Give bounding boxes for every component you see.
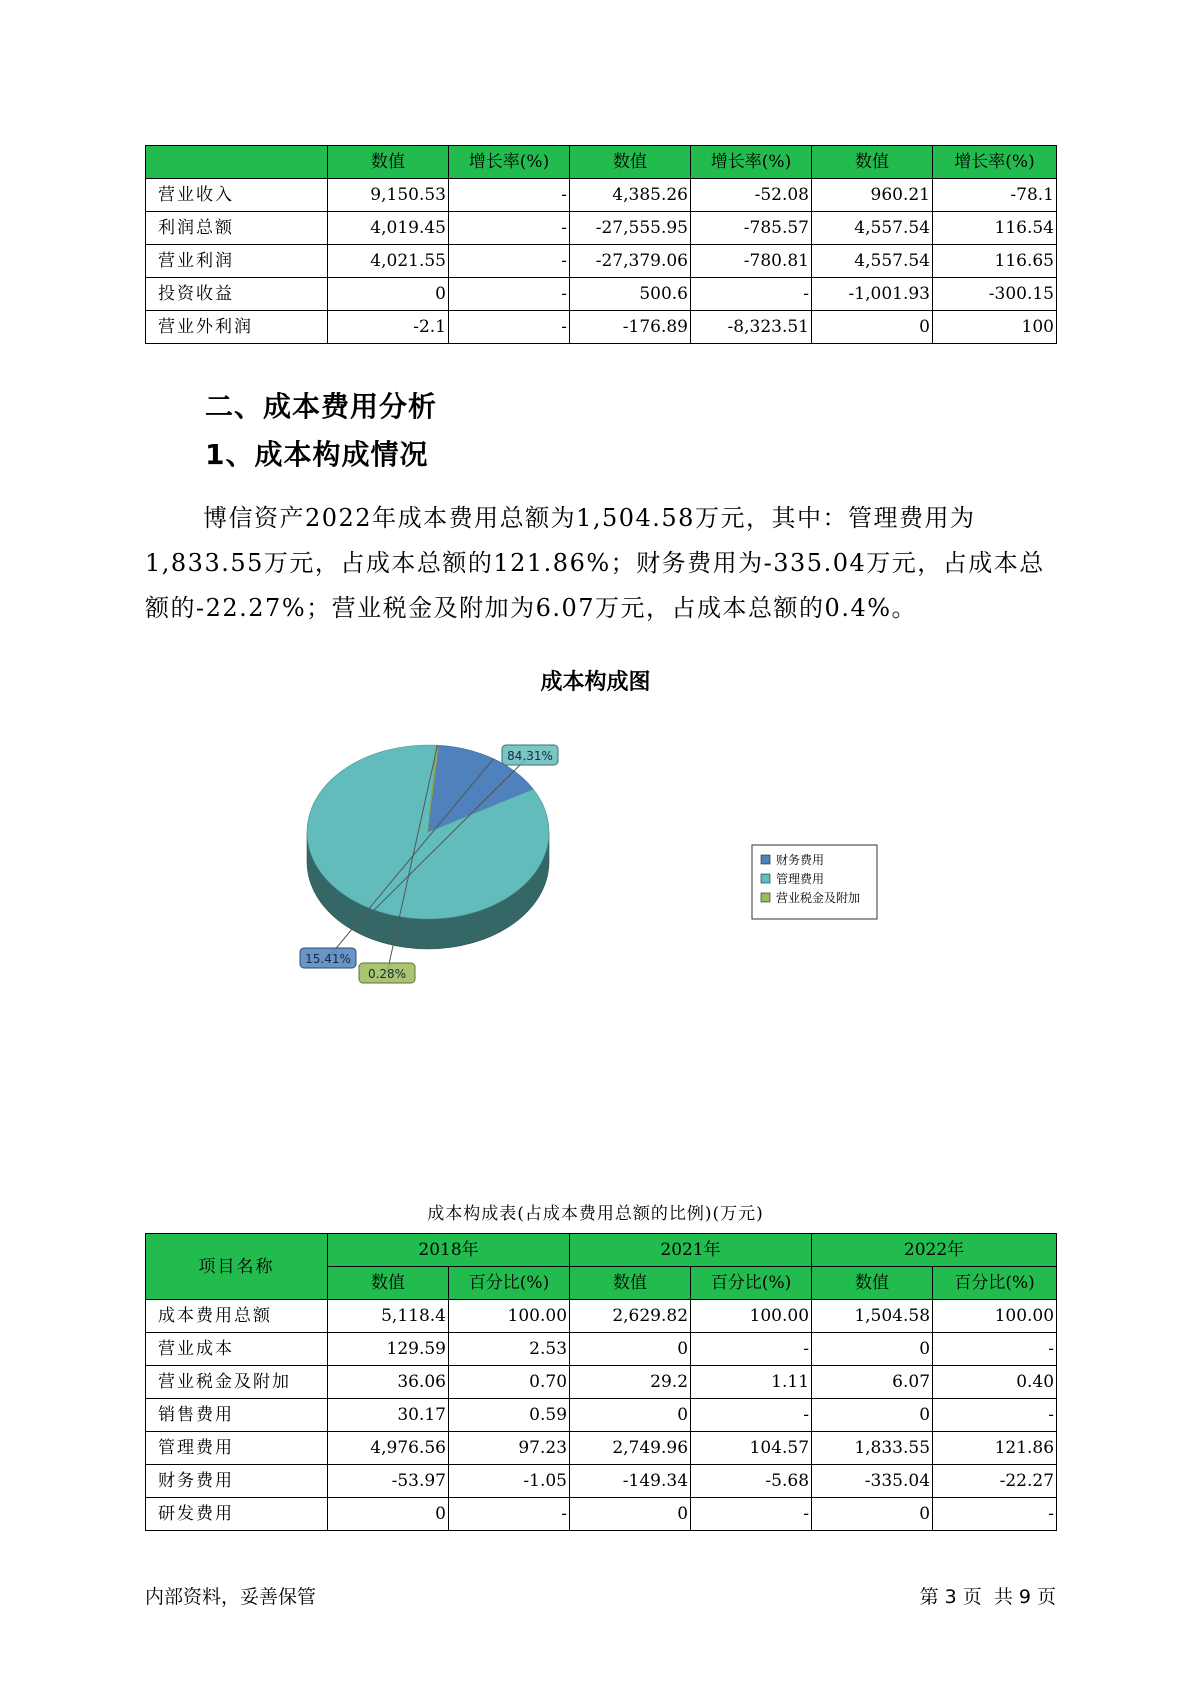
table-cell: 4,557.54 bbox=[812, 212, 933, 245]
table-cell: 100.00 bbox=[933, 1300, 1057, 1333]
table-cell: 97.23 bbox=[449, 1432, 570, 1465]
row-label: 营业外利润 bbox=[146, 311, 328, 344]
column-header: 数值 bbox=[570, 1267, 691, 1300]
row-label: 销售费用 bbox=[146, 1399, 328, 1432]
table-cell: 9,150.53 bbox=[328, 179, 449, 212]
table-cell: 100.00 bbox=[691, 1300, 812, 1333]
table-cell: -2.1 bbox=[328, 311, 449, 344]
year-header: 2022年 bbox=[812, 1234, 1057, 1267]
table-cell: - bbox=[449, 1498, 570, 1531]
row-label: 成本费用总额 bbox=[146, 1300, 328, 1333]
table-cell: 0 bbox=[812, 1333, 933, 1366]
table-cell: -780.81 bbox=[691, 245, 812, 278]
legend-swatch bbox=[761, 893, 770, 902]
table-row bbox=[146, 1333, 1057, 1366]
table-cell: -1.05 bbox=[449, 1465, 570, 1498]
table-cell: 4,557.54 bbox=[812, 245, 933, 278]
column-header: 增长率(%) bbox=[449, 146, 570, 179]
table-cell: -1,001.93 bbox=[812, 278, 933, 311]
table-cell: 2,749.96 bbox=[570, 1432, 691, 1465]
table-cell: - bbox=[691, 1498, 812, 1531]
table-cell: - bbox=[691, 278, 812, 311]
page-number: 第 3 页 共 9 页 bbox=[919, 1586, 1056, 1608]
table-row bbox=[146, 1432, 1057, 1465]
table-cell: 0 bbox=[570, 1498, 691, 1531]
year-header: 2018年 bbox=[328, 1234, 570, 1267]
table-row bbox=[146, 1300, 1057, 1333]
table-row bbox=[146, 1366, 1057, 1399]
table-cell: 4,019.45 bbox=[328, 212, 449, 245]
table-cell: - bbox=[933, 1333, 1057, 1366]
table-cell: 100.00 bbox=[449, 1300, 570, 1333]
column-header: 百分比(%) bbox=[449, 1267, 570, 1300]
section-title: 二、成本费用分析 bbox=[205, 390, 438, 423]
table-cell: 30.17 bbox=[328, 1399, 449, 1432]
column-header: 百分比(%) bbox=[691, 1267, 812, 1300]
row-label: 营业税金及附加 bbox=[146, 1366, 328, 1399]
table-cell: -22.27 bbox=[933, 1465, 1057, 1498]
table-cell: -8,323.51 bbox=[691, 311, 812, 344]
table-cell: 6.07 bbox=[812, 1366, 933, 1399]
row-label: 财务费用 bbox=[146, 1465, 328, 1498]
chart-title: 成本构成图 bbox=[540, 670, 651, 695]
row-label: 营业成本 bbox=[146, 1333, 328, 1366]
column-header: 增长率(%) bbox=[933, 146, 1057, 179]
legend-entry: 管理费用 bbox=[776, 872, 825, 886]
table-cell: 2,629.82 bbox=[570, 1300, 691, 1333]
table-cell: 0.59 bbox=[449, 1399, 570, 1432]
data-label: 15.41% bbox=[305, 952, 351, 966]
row-label: 营业收入 bbox=[146, 179, 328, 212]
table-row bbox=[146, 1498, 1057, 1531]
table-cell: 0 bbox=[570, 1333, 691, 1366]
table-cell: -78.1 bbox=[933, 179, 1057, 212]
table-cell: 0.40 bbox=[933, 1366, 1057, 1399]
table-cell: -149.34 bbox=[570, 1465, 691, 1498]
name-header: 项目名称 bbox=[146, 1234, 328, 1300]
table-cell: - bbox=[449, 179, 570, 212]
paragraph-text: 博信资产2022年成本费用总额为1,504.58万元，其中：管理费用为1,833.55万元，占成本总额的121.86%；财务费用为-335.04万元，占成本总额的-22.27%；营业税金及附加为6.07万元，占成本总额的0.4%。 bbox=[145, 504, 1045, 622]
table-cell: 104.57 bbox=[691, 1432, 812, 1465]
table-cell: 0 bbox=[328, 1498, 449, 1531]
table-cell: 4,385.26 bbox=[570, 179, 691, 212]
legend-swatch bbox=[761, 874, 770, 883]
table-cell: 4,021.55 bbox=[328, 245, 449, 278]
table-cell: 1.11 bbox=[691, 1366, 812, 1399]
data-label: 0.28% bbox=[367, 967, 407, 981]
table-cell: 960.21 bbox=[812, 179, 933, 212]
legend-entry: 财务费用 bbox=[776, 853, 825, 867]
legend-entry: 营业税金及附加 bbox=[776, 891, 861, 905]
table-row bbox=[146, 1399, 1057, 1432]
table-cell: 0 bbox=[570, 1399, 691, 1432]
cost-table bbox=[145, 1233, 1057, 1531]
row-label: 研发费用 bbox=[146, 1498, 328, 1531]
table-cell: -5.68 bbox=[691, 1465, 812, 1498]
table-cell: - bbox=[449, 278, 570, 311]
table-cell: - bbox=[691, 1333, 812, 1366]
footer-note: 内部资料，妥善保管 bbox=[145, 1586, 317, 1608]
table-cell: 1,833.55 bbox=[812, 1432, 933, 1465]
table-cell: -335.04 bbox=[812, 1465, 933, 1498]
table-cell: 2.53 bbox=[449, 1333, 570, 1366]
table-cell: 0 bbox=[328, 278, 449, 311]
table-cell: 1,504.58 bbox=[812, 1300, 933, 1333]
column-header: 增长率(%) bbox=[691, 146, 812, 179]
table-cell: - bbox=[691, 1399, 812, 1432]
column-header: 数值 bbox=[328, 1267, 449, 1300]
table-cell: -53.97 bbox=[328, 1465, 449, 1498]
column-header: 数值 bbox=[812, 1267, 933, 1300]
table-cell: 121.86 bbox=[933, 1432, 1057, 1465]
table-cell: 0 bbox=[812, 1498, 933, 1531]
subsection-title: 1、成本构成情况 bbox=[205, 438, 429, 471]
table-header-row bbox=[146, 1234, 1057, 1267]
table-cell: 129.59 bbox=[328, 1333, 449, 1366]
table-cell: 4,976.56 bbox=[328, 1432, 449, 1465]
data-label: 84.31% bbox=[507, 749, 553, 763]
table-cell: 36.06 bbox=[328, 1366, 449, 1399]
row-label: 利润总额 bbox=[146, 212, 328, 245]
table-cell: 5,118.4 bbox=[328, 1300, 449, 1333]
column-header: 数值 bbox=[812, 146, 933, 179]
row-label: 管理费用 bbox=[146, 1432, 328, 1465]
column-header: 数值 bbox=[570, 146, 691, 179]
table-cell: -300.15 bbox=[933, 278, 1057, 311]
table-cell: -27,555.95 bbox=[570, 212, 691, 245]
table-cell: - bbox=[933, 1498, 1057, 1531]
row-label: 投资收益 bbox=[146, 278, 328, 311]
table-cell: - bbox=[449, 245, 570, 278]
table-cell: - bbox=[933, 1399, 1057, 1432]
table-cell: 0 bbox=[812, 1399, 933, 1432]
table-cell: -27,379.06 bbox=[570, 245, 691, 278]
table-row bbox=[146, 1465, 1057, 1498]
table-caption: 成本构成表(占成本费用总额的比例)(万元) bbox=[427, 1204, 764, 1224]
column-header: 数值 bbox=[328, 146, 449, 179]
table-cell: 29.2 bbox=[570, 1366, 691, 1399]
table-cell: 116.65 bbox=[933, 245, 1057, 278]
table-cell: 116.54 bbox=[933, 212, 1057, 245]
table-cell: 0 bbox=[812, 311, 933, 344]
column-header: 百分比(%) bbox=[933, 1267, 1057, 1300]
year-header: 2021年 bbox=[570, 1234, 812, 1267]
table-cell: - bbox=[449, 212, 570, 245]
legend-swatch bbox=[761, 855, 770, 864]
table-cell: 0.70 bbox=[449, 1366, 570, 1399]
table-cell: 500.6 bbox=[570, 278, 691, 311]
table-cell: -52.08 bbox=[691, 179, 812, 212]
table-cell: 100 bbox=[933, 311, 1057, 344]
row-label: 营业利润 bbox=[146, 245, 328, 278]
table-cell: - bbox=[449, 311, 570, 344]
table-cell: -785.57 bbox=[691, 212, 812, 245]
table-cell: -176.89 bbox=[570, 311, 691, 344]
